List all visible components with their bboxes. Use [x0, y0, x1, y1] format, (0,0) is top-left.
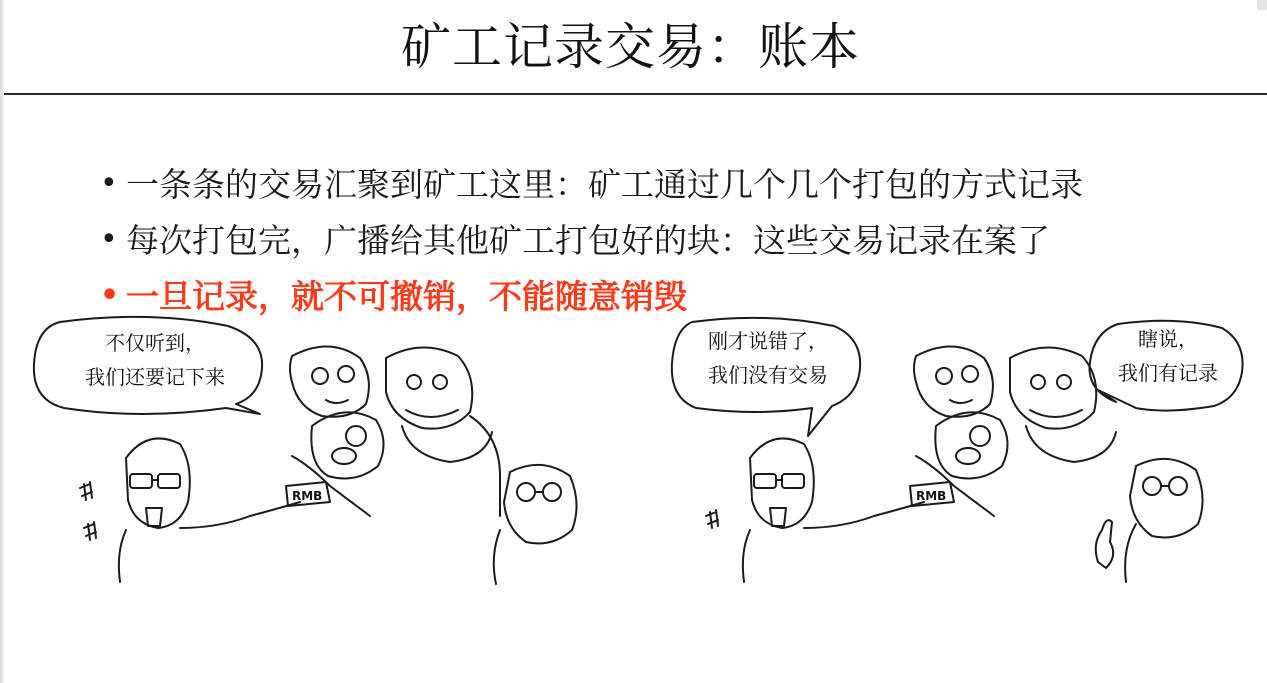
- figure-middle-man: [311, 412, 383, 478]
- bullet-dot-icon: •: [100, 166, 118, 201]
- figure-back-man-1: [290, 346, 369, 416]
- bullet-item: [100, 156, 1220, 212]
- money-note-label: RMB: [292, 489, 323, 503]
- figure-glasses-man: [1130, 459, 1203, 538]
- slide: [4, 0, 1267, 683]
- figure-glasses-man: [504, 465, 577, 544]
- figure-back-man-1: [914, 346, 993, 416]
- money-note-label: RMB: [916, 489, 947, 503]
- slide-title: 矿工记录交易：账本: [401, 17, 860, 76]
- window-corner: [1257, 0, 1267, 10]
- pointing-hand-icon: [1096, 520, 1113, 568]
- speech-line-2: 我们还要记下来: [85, 365, 225, 389]
- bullet-text-emphasis: 一旦记录，就不可撤销，不能随意销毁: [126, 276, 687, 316]
- bullet-text: 一条条的交易汇聚到矿工这里：矿工通过几个几个打包的方式记录: [126, 164, 1083, 204]
- bullet-dot-icon: •: [100, 222, 118, 257]
- comic-right: [666, 316, 1246, 586]
- bullet-dot-icon: •: [100, 278, 120, 313]
- speech-line-2: 我们没有交易: [708, 363, 828, 387]
- speech-line-2: 我们有记录: [1118, 361, 1218, 385]
- bullet-text: 每次打包完，广播给其他矿工打包好的块：这些交易记录在案了: [126, 220, 1050, 260]
- bullet-list: [100, 156, 1220, 324]
- speech-bubble-text-a: [678, 324, 858, 392]
- comic-left: [30, 316, 540, 586]
- speech-line-1: 瞎说，: [1138, 327, 1198, 351]
- speech-line-1: 刚才说错了，: [708, 329, 828, 353]
- figure-middle-man: [935, 412, 1007, 478]
- speech-bubble-text-b: [1098, 322, 1238, 390]
- speech-line-1: 不仅听到，: [105, 331, 205, 355]
- speech-bubble-text: [52, 326, 258, 394]
- title-bar: [4, 0, 1267, 95]
- bullet-item: [100, 212, 1220, 268]
